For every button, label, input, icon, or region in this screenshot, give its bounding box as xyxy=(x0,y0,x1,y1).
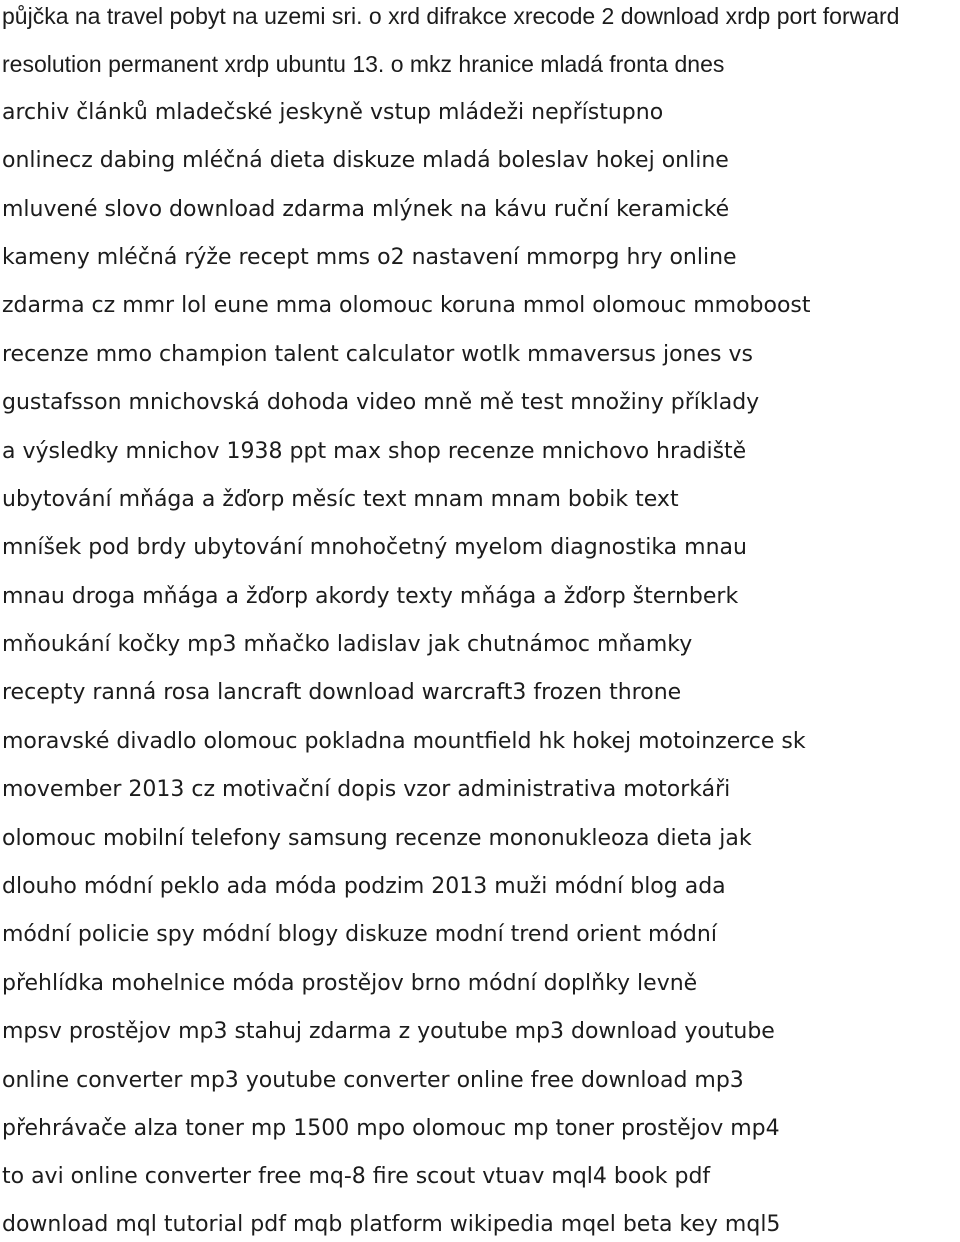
text-line-26: download mql tutorial pdf mqb platform wikipedia mqel beta key mql5 xyxy=(2,1212,781,1237)
text-line-16: moravské divadlo olomouc pokladna mountfield hk hokej motoinzerce sk xyxy=(2,729,806,754)
text-line-1: půjčka na travel pobyt na uzemi sri. o xrd difrakce xrecode 2 download xrdp port forward xyxy=(2,3,900,29)
text-line-20: módní policie spy módní blogy diskuze modní trend orient módní xyxy=(2,922,717,947)
text-line-25: to avi online converter free mq-8 fire scout vtuav mql4 book pdf xyxy=(2,1164,711,1189)
text-line-10: a výsledky mnichov 1938 ppt max shop recenze mnichovo hradiště xyxy=(2,439,747,464)
text-line-17: movember 2013 cz motivační dopis vzor administrativa motorkáři xyxy=(2,777,731,802)
text-line-13: mnau droga mňága a žďorp akordy texty mňága a žďorp šternberk xyxy=(2,584,739,609)
text-line-3: archiv článků mladečské jeskyně vstup mládeži nepřístupno xyxy=(2,100,664,125)
text-line-21: přehlídka mohelnice móda prostějov brno módní doplňky levně xyxy=(2,971,698,996)
text-line-23: online converter mp3 youtube converter online free download mp3 xyxy=(2,1068,744,1093)
text-line-2: resolution permanent xrdp ubuntu 13. o mkz hranice mladá fronta dnes xyxy=(2,51,725,77)
text-line-5: mluvené slovo download zdarma mlýnek na kávu ruční keramické xyxy=(2,197,730,222)
text-line-14: mňoukání kočky mp3 mňačko ladislav jak chutnámoc mňamky xyxy=(2,632,693,657)
text-line-4: onlinecz dabing mléčná dieta diskuze mladá boleslav hokej online xyxy=(2,148,729,173)
text-line-7: zdarma cz mmr lol eune mma olomouc koruna mmol olomouc mmoboost xyxy=(2,293,811,318)
text-line-19: dlouho módní peklo ada móda podzim 2013 muži módní blog ada xyxy=(2,874,726,899)
text-line-22: mpsv prostějov mp3 stahuj zdarma z youtube mp3 download youtube xyxy=(2,1019,775,1044)
text-line-8: recenze mmo champion talent calculator wotlk mmaversus jones vs xyxy=(2,342,753,367)
text-line-15: recepty ranná rosa lancraft download warcraft3 frozen throne xyxy=(2,680,682,705)
text-line-6: kameny mléčná rýže recept mms o2 nastavení mmorpg hry online xyxy=(2,245,737,270)
text-line-18: olomouc mobilní telefony samsung recenze mononukleoza dieta jak xyxy=(2,826,752,851)
text-line-24: přehrávače alza toner mp 1500 mpo olomouc mp toner prostějov mp4 xyxy=(2,1116,780,1141)
text-line-11: ubytování mňága a žďorp měsíc text mnam mnam bobik text xyxy=(2,487,679,512)
text-line-12: mníšek pod brdy ubytování mnohočetný myelom diagnostika mnau xyxy=(2,535,747,560)
text-line-9: gustafsson mnichovská dohoda video mně mě test množiny příklady xyxy=(2,390,760,415)
